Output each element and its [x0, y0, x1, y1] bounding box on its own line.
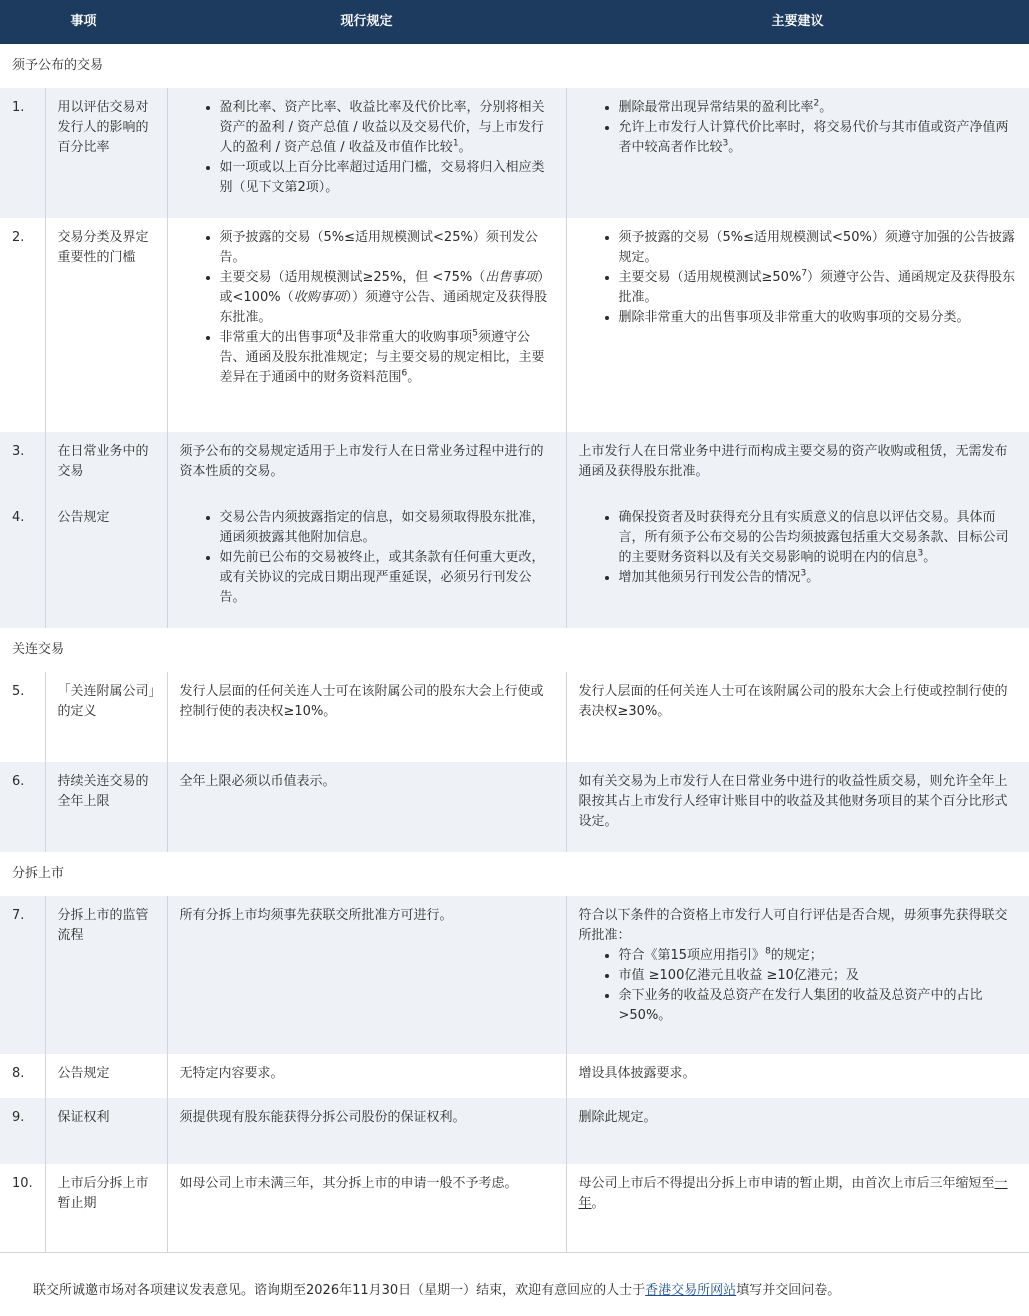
- table-row: [0, 498, 1029, 628]
- list-item: • 交易公告内须披露指定的信息，如交易须取得股东批准，通函须披露其他附加信息。: [220, 508, 554, 548]
- proposal-intro: 符合以下条件的合资格上市发行人可自行评估是否合规，毋须事先获得联交所批准：: [578, 908, 1008, 943]
- list-item: • 增加其他须另行刊发公告的情况$^3$。: [619, 568, 1018, 588]
- list-item: • 市值 ≥100亿港元且收益 ≥10亿港元；及: [619, 966, 1018, 986]
- row-item: 公告规定: [45, 498, 167, 628]
- list-item: • 盈利比率、资产比率、收益比率及代价比率，分别将相关资产的盈利 / 资产总值 / 收益以及交易代价，与上市发行人的盈利 / 资产总值 / 收益及市值作比较$^1$。: [220, 98, 554, 158]
- list-item: • 确保投资者及时获得充分且有实质意义的信息以评估交易。具体而言，所有须予公布交易的公告均须披露包括重大交易条款、目标公司的主要财务资料以及有关交易影响的说明在内的信息$^3$。: [619, 508, 1018, 568]
- row-number: 1.: [0, 88, 45, 218]
- list-item: • 非常重大的出售事项$^4$及非常重大的收购事项$^5$须遵守公告、通函及股东批准规定；与主要交易的规定相比，主要差异在于通函中的财务资料范围$^6$。: [220, 328, 554, 388]
- row-number: 10.: [0, 1164, 45, 1256]
- row-number: 5.: [0, 672, 45, 762]
- list-item: • 余下业务的收益及总资产在发行人集团的收益及总资产中的占比 >50%。: [619, 986, 1018, 1026]
- current-rule: 所有分拆上市均须事先获联交所批准方可进行。: [167, 896, 566, 1054]
- proposal: 如有关交易为上市发行人在日常业务中进行的收益性质交易，则允许全年上限按其占上市发行人经审计账目中的收益及其他财务项目的某个百分比形式设定。: [566, 762, 1029, 852]
- list-item: • 删除非常重大的出售事项及非常重大的收购事项的交易分类。: [619, 308, 1018, 328]
- proposal: 母公司上市后不得提出分拆上市申请的暂止期，由首次上市后三年缩短至一年。: [566, 1164, 1029, 1256]
- table-row: [0, 672, 1029, 762]
- header-current: 现行规定: [167, 0, 566, 44]
- current-rule: 如母公司上市未满三年，其分拆上市的申请一般不予考虑。: [167, 1164, 566, 1256]
- section-row: [0, 628, 1029, 672]
- list-item: • 如一项或以上百分比率超过适用门槛，交易将归入相应类别（见下文第2项）。: [220, 158, 554, 198]
- proposal: 发行人层面的任何关连人士可在该附属公司的股东大会上行使或控制行使的表决权≥30%。: [566, 672, 1029, 762]
- list-item: • 须予披露的交易（5%≤适用规模测试<25%）须刊发公告。: [220, 228, 554, 268]
- table-row: [0, 218, 1029, 432]
- row-number: 8.: [0, 1054, 45, 1098]
- current-rule: 无特定内容要求。: [167, 1054, 566, 1098]
- list-item: • 符合《第15项应用指引》$^8$的规定；: [619, 946, 1018, 966]
- row-item: 上市后分拆上市暂止期: [45, 1164, 167, 1256]
- list-item: • 允许上市发行人计算代价比率时，将交易代价与其市值或资产净值两者中较高者作比较$^3$。: [619, 118, 1018, 158]
- row-item: 在日常业务中的交易: [45, 432, 167, 498]
- row-number: 4.: [0, 498, 45, 628]
- table-row: [0, 896, 1029, 1054]
- current-rule: [167, 88, 566, 218]
- hkex-website-link[interactable]: 香港交易所网站: [645, 1283, 737, 1298]
- row-number: 2.: [0, 218, 45, 432]
- proposal: 增设具体披露要求。: [566, 1054, 1029, 1098]
- current-rule: [167, 218, 566, 432]
- table-header: [0, 0, 1029, 44]
- table-row: [0, 1098, 1029, 1164]
- list-item: • 须予披露的交易（5%≤适用规模测试<50%）须遵守加强的公告披露规定。: [619, 228, 1018, 268]
- section-row: [0, 852, 1029, 896]
- row-number: 7.: [0, 896, 45, 1054]
- proposal: 删除此规定。: [566, 1098, 1029, 1164]
- list-item: • 主要交易（适用规模测试≥25%，但 <75%（出售事项）或<100%（收购事项））须遵守公告、通函规定及获得股东批准。: [220, 268, 554, 328]
- current-rule: 须提供现有股东能获得分拆公司股份的保证权利。: [167, 1098, 566, 1164]
- row-item: 分拆上市的监管流程: [45, 896, 167, 1054]
- row-number: 9.: [0, 1098, 45, 1164]
- header-proposal: 主要建议: [566, 0, 1029, 44]
- row-item: 「关连附属公司」的定义: [45, 672, 167, 762]
- table-row: [0, 1164, 1029, 1256]
- row-item: 交易分类及界定重要性的门槛: [45, 218, 167, 432]
- table-row: [0, 1054, 1029, 1098]
- row-number: 3.: [0, 432, 45, 498]
- current-rule: 须予公布的交易规定适用于上市发行人在日常业务过程中进行的资本性质的交易。: [167, 432, 566, 498]
- section-title: 须予公布的交易: [0, 44, 1029, 88]
- current-rule: 全年上限必须以币值表示。: [167, 762, 566, 852]
- footer-note: 联交所诚邀市场对各项建议发表意见。谘询期至2026年11月30日（星期一）结束，欢迎有意回应的人士于香港交易所网站填写并交回问卷。: [33, 1283, 841, 1298]
- current-rule: 发行人层面的任何关连人士可在该附属公司的股东大会上行使或控制行使的表决权≥10%。: [167, 672, 566, 762]
- header-item: 事项: [0, 0, 167, 44]
- table-row: [0, 762, 1029, 852]
- row-item: 用以评估交易对发行人的影响的百分比率: [45, 88, 167, 218]
- proposal: [566, 896, 1029, 1054]
- proposal: [566, 498, 1029, 628]
- row-item: 持续关连交易的全年上限: [45, 762, 167, 852]
- table-row: [0, 432, 1029, 498]
- list-item: • 如先前已公布的交易被终止，或其条款有任何重大更改，或有关协议的完成日期出现严重延误，必须另行刊发公告。: [220, 548, 554, 608]
- proposal: 上市发行人在日常业务中进行而构成主要交易的资产收购或租赁，无需发布通函及获得股东批准。: [566, 432, 1029, 498]
- list-item: • 删除最常出现异常结果的盈利比率$^2$。: [619, 98, 1018, 118]
- footer: [0, 1252, 1029, 1316]
- row-item: 保证权利: [45, 1098, 167, 1164]
- section-title: 关连交易: [0, 628, 1029, 672]
- current-rule: [167, 498, 566, 628]
- section-row: [0, 44, 1029, 88]
- row-number: 6.: [0, 762, 45, 852]
- section-title: 分拆上市: [0, 852, 1029, 896]
- proposal: [566, 218, 1029, 432]
- list-item: • 主要交易（适用规模测试≥50%$^7$）须遵守公告、通函规定及获得股东批准。: [619, 268, 1018, 308]
- proposal: [566, 88, 1029, 218]
- table-row: [0, 88, 1029, 218]
- row-item: 公告规定: [45, 1054, 167, 1098]
